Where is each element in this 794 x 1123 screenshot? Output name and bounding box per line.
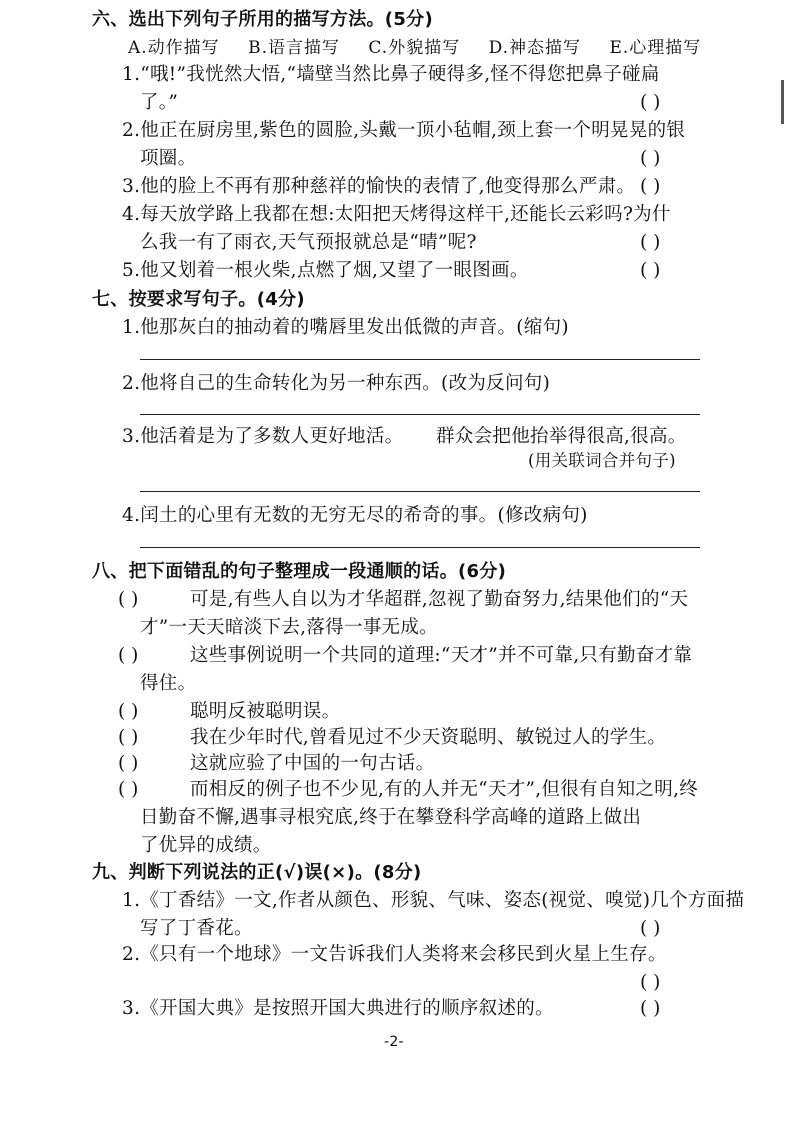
s9-q1-line2: 写了丁香花。 bbox=[140, 918, 253, 939]
s9-q2-answer[interactable]: ( ) bbox=[640, 972, 661, 993]
s8-s2-line2: 得住。 bbox=[140, 673, 197, 694]
s7-q3-answer-line[interactable] bbox=[140, 491, 700, 492]
s8-s6-line2: 日勤奋不懈,遇事寻根究底,终于在攀登科学高峰的道路上做出 bbox=[140, 807, 642, 828]
s6-q2-answer[interactable]: ( ) bbox=[640, 148, 661, 169]
option-e: E.心理描写 bbox=[609, 38, 702, 58]
s6-q1-line2: 了。” bbox=[140, 92, 179, 113]
page-number: -2- bbox=[384, 1034, 404, 1050]
s7-q4-answer-line[interactable] bbox=[140, 547, 700, 548]
s8-s5: 这就应验了中国的一句古话。 bbox=[190, 753, 435, 774]
s6-q5: 5.他又划着一根火柴,点燃了烟,又望了一眼图画。 bbox=[122, 260, 529, 281]
s8-s5-order[interactable]: ( ) bbox=[118, 753, 139, 774]
option-c: C.外貌描写 bbox=[368, 38, 461, 58]
s6-q1-line1: 1.“哦!”我恍然大悟,“墙壁当然比鼻子硬得多,怪不得您把鼻子碰扁 bbox=[122, 64, 660, 85]
s6-q2-line1: 2.他正在厨房里,紫色的圆脸,头戴一顶小毡帽,颈上套一个明晃晃的银 bbox=[122, 120, 686, 141]
s7-q3a: 3.他活着是为了多数人更好地活。 bbox=[122, 426, 404, 447]
s8-s6-line3: 了优异的成绩。 bbox=[140, 835, 272, 856]
s8-s6-line1: 而相反的例子也不少见,有的人并无“天才”,但很有自知之明,终 bbox=[190, 779, 699, 800]
s8-s2-line1: 这些事例说明一个共同的道理:“天才”并不可靠,只有勤奋才靠 bbox=[190, 645, 693, 666]
section6-title: 六、选出下列句子所用的描写方法。(5分) bbox=[92, 9, 433, 30]
option-d: D.神态描写 bbox=[488, 38, 582, 58]
option-b: B.语言描写 bbox=[248, 38, 340, 58]
s8-s1-line1: 可是,有些人自以为才华超群,忽视了勤奋努力,结果他们的“天 bbox=[190, 589, 689, 610]
s6-q3: 3.他的脸上不再有那种慈祥的愉快的表情了,他变得那么严肃。 bbox=[122, 176, 636, 197]
s8-s3: 聪明反被聪明误。 bbox=[190, 701, 341, 722]
s6-q5-answer[interactable]: ( ) bbox=[640, 260, 661, 281]
s8-s2-order[interactable]: ( ) bbox=[118, 645, 139, 666]
s8-s3-order[interactable]: ( ) bbox=[118, 701, 139, 722]
s7-q3-note: (用关联词合并句子) bbox=[528, 451, 676, 470]
section9-title: 九、判断下列说法的正(√)误(×)。(8分) bbox=[92, 862, 422, 883]
section8-title: 八、把下面错乱的句子整理成一段通顺的话。(6分) bbox=[92, 561, 507, 582]
s8-s1-order[interactable]: ( ) bbox=[118, 589, 139, 610]
s8-s6-order[interactable]: ( ) bbox=[118, 779, 139, 800]
s7-q1: 1.他那灰白的抽动着的嘴唇里发出低微的声音。(缩句) bbox=[122, 317, 569, 338]
s7-q1-answer-line[interactable] bbox=[140, 359, 700, 360]
scan-edge-mark bbox=[781, 80, 784, 124]
s6-q4-line2: 么我一有了雨衣,天气预报就总是“晴”呢? bbox=[140, 232, 477, 253]
s9-q1-answer[interactable]: ( ) bbox=[640, 918, 661, 939]
s7-q2-answer-line[interactable] bbox=[140, 414, 700, 415]
s9-q2: 2.《只有一个地球》一文告诉我们人类将来会移民到火星上生存。 bbox=[122, 944, 667, 965]
s7-q3b: 群众会把他抬举得很高,很高。 bbox=[436, 426, 687, 447]
s9-q3: 3.《开国大典》是按照开国大典进行的顺序叙述的。 bbox=[122, 998, 554, 1019]
s6-q2-line2: 项圈。 bbox=[140, 148, 197, 169]
s7-q4: 4.闰土的心里有无数的无穷无尽的希奇的事。(修改病句) bbox=[122, 505, 588, 526]
s7-q2: 2.他将自己的生命转化为另一种东西。(改为反问句) bbox=[122, 373, 551, 394]
s6-q4-line1: 4.每天放学路上我都在想:太阳把天烤得这样干,还能长云彩吗?为什 bbox=[122, 204, 671, 225]
s8-s4-order[interactable]: ( ) bbox=[118, 727, 139, 748]
s6-q1-answer[interactable]: ( ) bbox=[640, 92, 661, 113]
section7-title: 七、按要求写句子。(4分) bbox=[92, 289, 305, 310]
s9-q1-line1: 1.《丁香结》一文,作者从颜色、形貌、气味、姿态(视觉、嗅觉)几个方面描 bbox=[122, 890, 745, 911]
section6-options bbox=[128, 36, 723, 60]
s6-q3-answer[interactable]: ( ) bbox=[640, 176, 661, 197]
s9-q3-answer[interactable]: ( ) bbox=[640, 998, 661, 1019]
option-a: A.动作描写 bbox=[128, 38, 220, 58]
s8-s1-line2: 才”一天天暗淡下去,落得一事无成。 bbox=[140, 617, 438, 638]
s6-q4-answer[interactable]: ( ) bbox=[640, 232, 661, 253]
s8-s4: 我在少年时代,曾看见过不少天资聪明、敏锐过人的学生。 bbox=[190, 727, 667, 748]
